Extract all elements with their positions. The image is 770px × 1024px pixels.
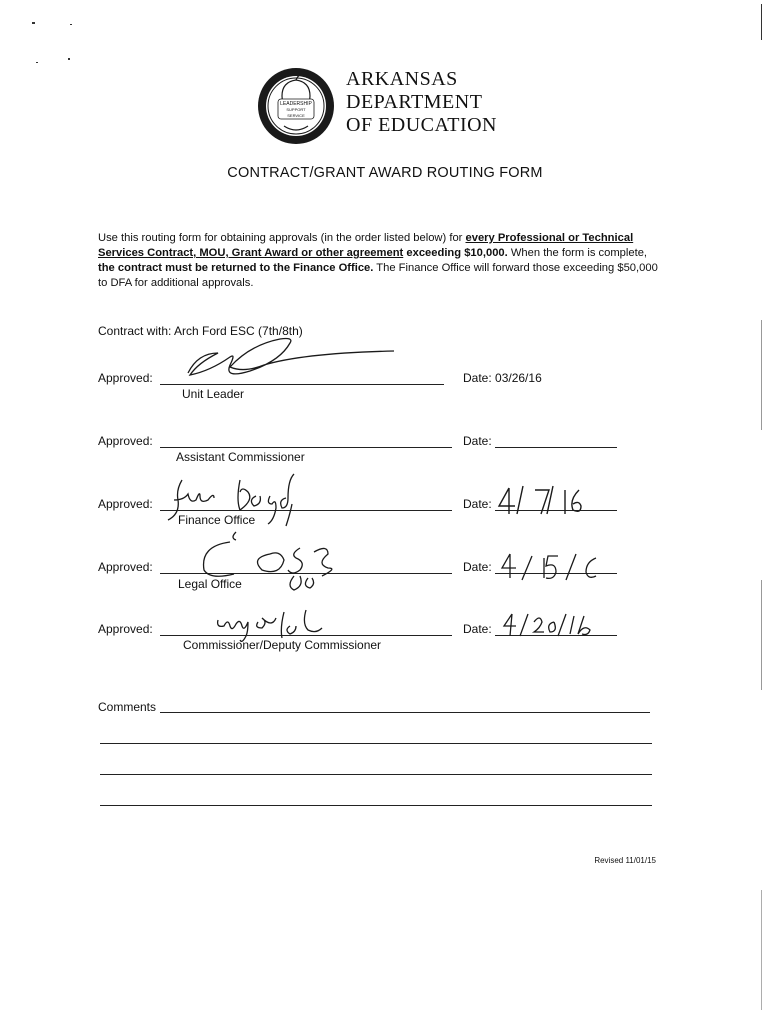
comments-line-1 (160, 712, 650, 713)
ade-seal-logo (256, 66, 336, 146)
approved-label-5: Approved: (98, 622, 153, 636)
scan-edge-mark (761, 4, 762, 40)
comments-line-4 (100, 805, 652, 806)
date-label-2: Date: (463, 434, 492, 448)
approved-label-2: Approved: (98, 434, 153, 448)
org-line-1: ARKANSAS (346, 68, 458, 90)
revision-date: Revised 11/01/15 (594, 856, 656, 865)
approved-label-3: Approved: (98, 497, 153, 511)
signature-4 (190, 528, 360, 594)
role-assistant-commissioner: Assistant Commissioner (176, 450, 305, 464)
signature-line-2 (160, 447, 452, 448)
date-handwriting-3 (495, 484, 605, 516)
scan-speck (70, 24, 72, 25)
date-handwriting-4 (500, 552, 610, 582)
scan-speck (32, 22, 35, 24)
org-line-3: OF EDUCATION (346, 114, 497, 136)
intro-3: exceeding $10,000. (403, 247, 508, 259)
org-line-2: DEPARTMENT (346, 91, 483, 113)
intro-6: The Finance Office will forward those exceeding $50,000 to DFA for additional approvals. (98, 262, 658, 289)
date-handwriting-5 (500, 612, 610, 638)
org-name (346, 68, 497, 137)
form-title: CONTRACT/GRANT AWARD ROUTING FORM (227, 165, 543, 181)
seal-text-2: SUPPORT (286, 107, 306, 112)
seal-text-1: LEADERSHIP (280, 101, 312, 107)
date-label-4: Date: (463, 560, 492, 574)
signature-3 (160, 470, 330, 530)
scan-speck (68, 58, 70, 60)
role-finance-office: Finance Office (178, 513, 256, 527)
role-unit-leader: Unit Leader (182, 387, 245, 401)
scan-speck (36, 62, 38, 63)
intro-2: every Professional or Technical Services Contract, MOU, Grant Award or other agreement (98, 232, 634, 259)
approved-label-1: Approved: (98, 371, 153, 385)
contract-with: Contract with: Arch Ford ESC (7th/8th) (98, 324, 303, 338)
scan-edge-mark (761, 580, 762, 690)
intro-5: the contract must be returned to the Finance Office. (98, 262, 374, 274)
date-value-1: 03/26/16 (495, 371, 542, 385)
comments-line-3 (100, 774, 652, 775)
date-label-5: Date: (463, 622, 492, 636)
date-label-1: Date: 03/26/16 (463, 371, 542, 385)
scan-edge-mark (761, 320, 762, 430)
role-legal-office: Legal Office (178, 577, 242, 591)
role-commissioner: Commissioner/Deputy Commissioner (183, 638, 382, 652)
approved-label-4: Approved: (98, 560, 153, 574)
scan-edge-mark (761, 890, 762, 1010)
signature-5 (210, 608, 330, 654)
seal-text-3: SERVICE (287, 113, 305, 118)
comments-line-2 (100, 743, 652, 744)
date-line-2 (495, 447, 617, 448)
instructions (98, 231, 658, 291)
date-label-3: Date: (463, 497, 492, 511)
signature-1 (180, 335, 400, 385)
intro-1: Use this routing form for obtaining approvals (in the order listed below) for (98, 232, 466, 244)
intro-4: When the form is complete, (507, 247, 648, 259)
comments-label: Comments (98, 700, 157, 714)
